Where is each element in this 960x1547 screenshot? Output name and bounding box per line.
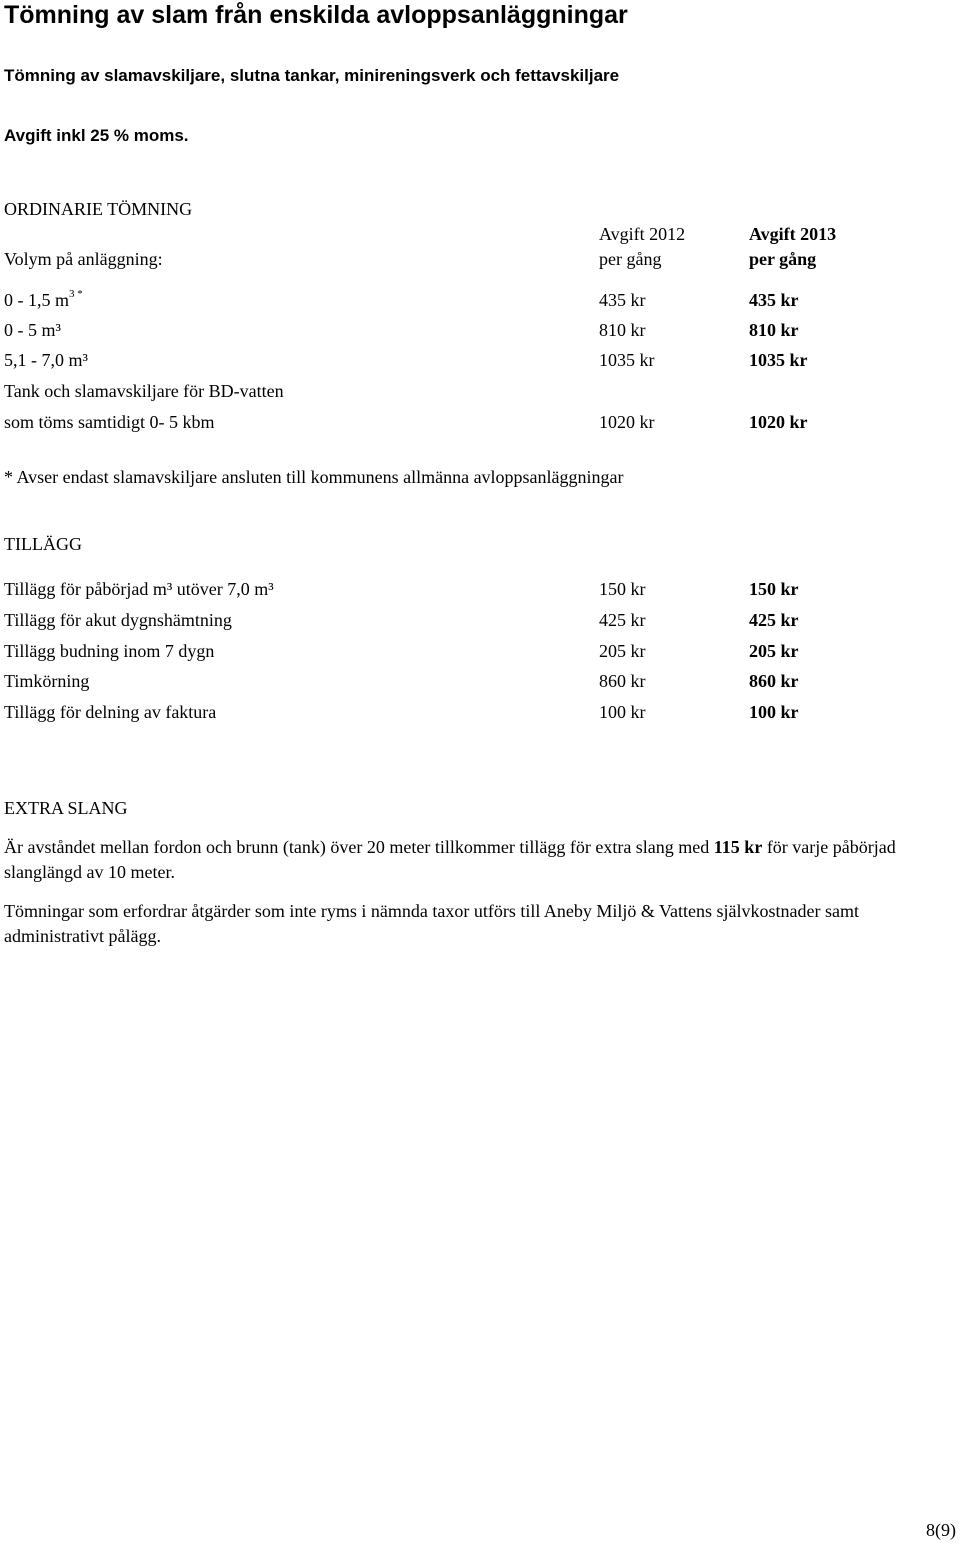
hose-paragraph: Är avståndet mellan fordon och brunn (tank) över 20 meter tillkommer tillägg för extra slang med 115 kr för varje påbörjad slanglängd av 10 meter.	[4, 837, 896, 882]
fee-2013: 150 kr	[749, 579, 799, 599]
fee-2013: 1035 kr	[749, 350, 808, 370]
col-2012-header-line2: per gång	[599, 249, 662, 269]
fee-2012: 425 kr	[599, 610, 646, 630]
hose-fee: 115 kr	[713, 837, 763, 857]
fee-2012: 1035 kr	[599, 350, 655, 370]
page-title: Tömning av slam från enskilda avloppsanläggningar	[4, 1, 628, 29]
row-label: Tillägg för påbörjad m³ utöver 7,0 m³	[4, 579, 274, 599]
fee-2012: 100 kr	[599, 702, 646, 722]
row-label: 5,1 - 7,0 m³	[4, 350, 88, 370]
footnote: * Avser endast slamavskiljare ansluten till kommunens allmänna avloppsanläggningar	[4, 467, 624, 487]
col-2013-header-line2: per gång	[749, 249, 817, 269]
page-subtitle: Tömning av slamavskiljare, slutna tankar, minireningsverk och fettavskiljare	[4, 66, 620, 85]
col-2012-header-line1: Avgift 2012	[599, 224, 686, 244]
fee-2012: 1020 kr	[599, 412, 655, 432]
fee-2012: 810 kr	[599, 320, 646, 340]
row-label: 0 - 5 m³	[4, 320, 61, 340]
row-label: Tillägg budning inom 7 dygn	[4, 641, 215, 661]
vat-note: Avgift inkl 25 % moms.	[4, 126, 189, 145]
row-label: Timkörning	[4, 671, 90, 691]
fee-2013: 435 kr	[749, 290, 799, 310]
extra-heading: TILLÄGG	[4, 534, 82, 554]
fee-2013: 810 kr	[749, 320, 799, 340]
fee-2012: 205 kr	[599, 641, 646, 661]
row-label: Tank och slamavskiljare för BD-vatten	[4, 381, 284, 401]
row-label: Tillägg för akut dygnshämtning	[4, 610, 232, 630]
fee-2012: 860 kr	[599, 671, 646, 691]
volume-column-header: Volym på anläggning:	[4, 249, 163, 269]
row-label: Tillägg för delning av faktura	[4, 702, 217, 722]
self-cost-paragraph: Tömningar som erfordrar åtgärder som inte ryms i nämnda taxor utförs till Aneby Miljö & Vattens självkostnader samt administrativt pålägg.	[4, 901, 859, 946]
row-label: 0 - 1,5 $m^{3 *}$	[4, 288, 83, 310]
fee-2013: 100 kr	[749, 702, 799, 722]
hose-heading: EXTRA SLANG	[4, 798, 128, 818]
fee-2012: 435 kr	[599, 290, 646, 310]
col-2013-header-line1: Avgift 2013	[749, 224, 837, 244]
page-number: 8(9)	[926, 1520, 956, 1540]
fee-2013: 205 kr	[749, 641, 799, 661]
row-label: som töms samtidigt 0- 5 kbm	[4, 412, 215, 432]
ordinary-heading: ORDINARIE TÖMNING	[4, 199, 193, 219]
fee-2013: 425 kr	[749, 610, 799, 630]
fee-2013: 860 kr	[749, 671, 799, 691]
fee-2013: 1020 kr	[749, 412, 808, 432]
fee-2012: 150 kr	[599, 579, 646, 599]
footnote-marker: 3 *	[69, 288, 83, 300]
